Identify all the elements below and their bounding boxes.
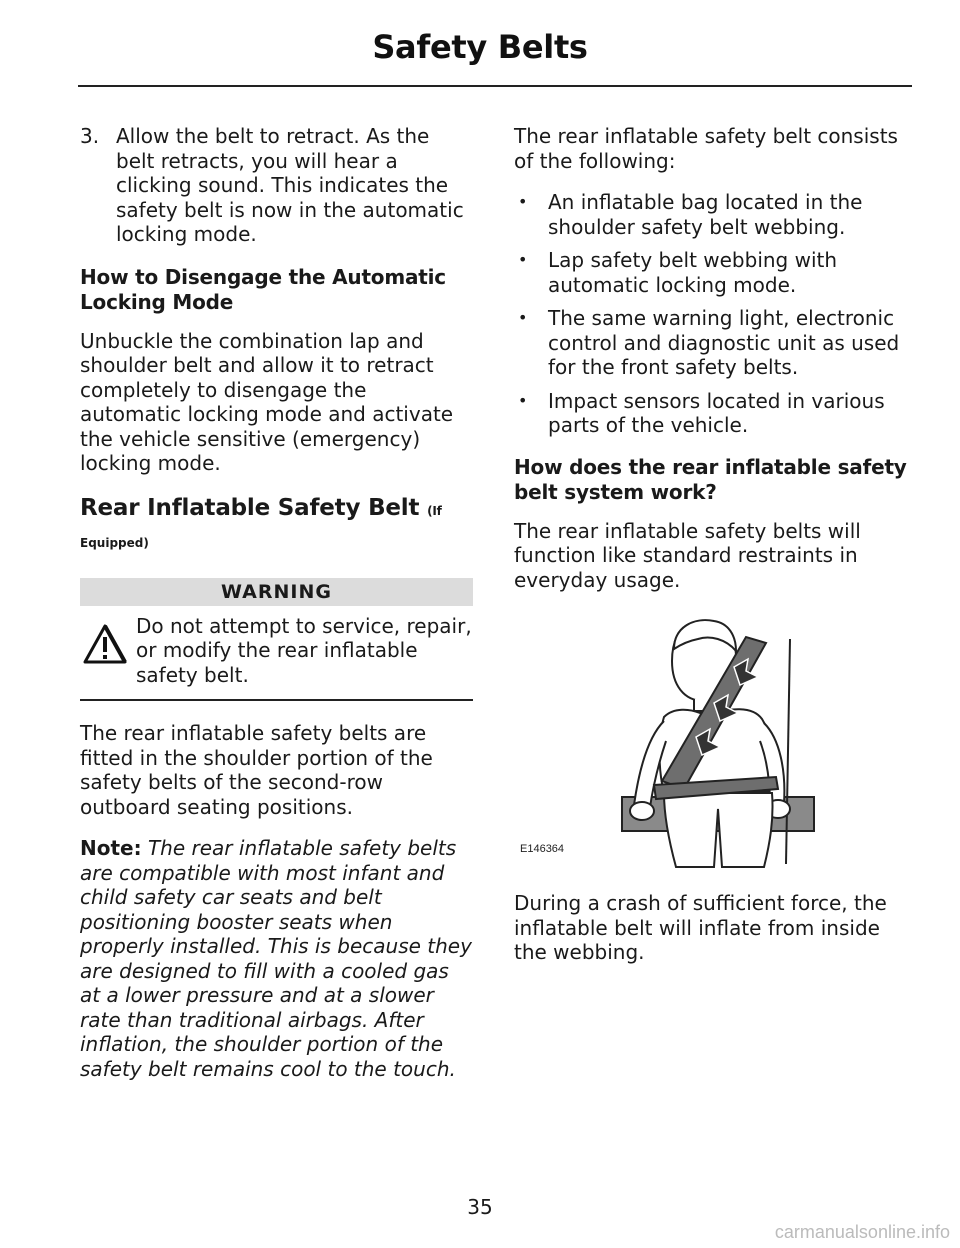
page-number: 35 — [467, 1195, 493, 1219]
step-3 — [80, 124, 473, 247]
note-paragraph — [80, 836, 473, 1081]
right-column — [514, 124, 910, 982]
watermark: carmanualsonline.info — [774, 1222, 950, 1242]
child-with-belt-drawing — [514, 609, 910, 871]
warning-banner: WARNING — [80, 578, 473, 606]
note-text: The rear inflatable safety belts are compatible with most infant and child safety car seats and belt positioning booster seats when properly installed. This is because they are designed to fill with a cooled gas at a lower pressure and at a slower rate than traditional airbags. After inflation, the shoulder portion of the safety belt remains cool to the touch. — [80, 836, 472, 1081]
consists-paragraph: The rear inflatable safety belt consists of the following: — [514, 124, 898, 173]
warning-triangle-icon — [82, 622, 128, 666]
disengage-paragraph: Unbuckle the combination lap and shoulder belt and allow it to retract completely to disengage the automatic locking mode and activate the vehicle sensitive (emergency) locking mode. — [80, 328, 454, 475]
how-paragraph: The rear inflatable safety belts will function like standard restraints in everyday usage. — [514, 518, 861, 592]
warning-text: Do not attempt to service, repair, or modify the rear inflatable safety belt. — [136, 613, 472, 687]
components-list — [514, 190, 910, 438]
fitted-paragraph: The rear inflatable safety belts are fitted in the shoulder portion of the safety belts of the second-row outboard seating positions. — [80, 721, 433, 819]
figure-code: E146364 — [520, 843, 565, 855]
rear-heading-suffix: (If — [427, 503, 442, 518]
rear-heading-text: Rear Inflatable Safety Belt — [80, 494, 420, 521]
warning-divider — [80, 699, 473, 701]
step-number: 3. — [80, 124, 100, 148]
crash-paragraph: During a crash of sufficient force, the inflatable belt will inflate from inside the webbing. — [514, 891, 887, 964]
how-heading: How does the rear inflatable safety belt system work? — [514, 454, 907, 504]
rear-heading-sub: Equipped) — [80, 535, 149, 550]
inflatable-belt-illustration — [514, 609, 910, 871]
list-item: • Lap safety belt webbing with automatic locking mode. — [514, 248, 910, 297]
left-column — [80, 124, 473, 1081]
list-item: • Impact sensors located in various parts of the vehicle. — [514, 389, 910, 438]
title-divider — [78, 85, 912, 87]
rear-inflatable-heading — [80, 493, 473, 526]
page-title: Safety Belts — [372, 28, 588, 66]
step-text: Allow the belt to retract. As the belt retracts, you will hear a clicking sound. This indicates the safety belt is now in the automatic locking mode. — [116, 124, 464, 246]
warning-body — [80, 614, 473, 688]
list-item: • An inflatable bag located in the shoulder safety belt webbing. — [514, 190, 910, 239]
list-item: • The same warning light, electronic control and diagnostic unit as used for the front safety belts. — [514, 306, 910, 380]
note-label: Note: — [80, 836, 142, 860]
disengage-heading: How to Disengage the Automatic Locking Mode — [80, 264, 446, 314]
